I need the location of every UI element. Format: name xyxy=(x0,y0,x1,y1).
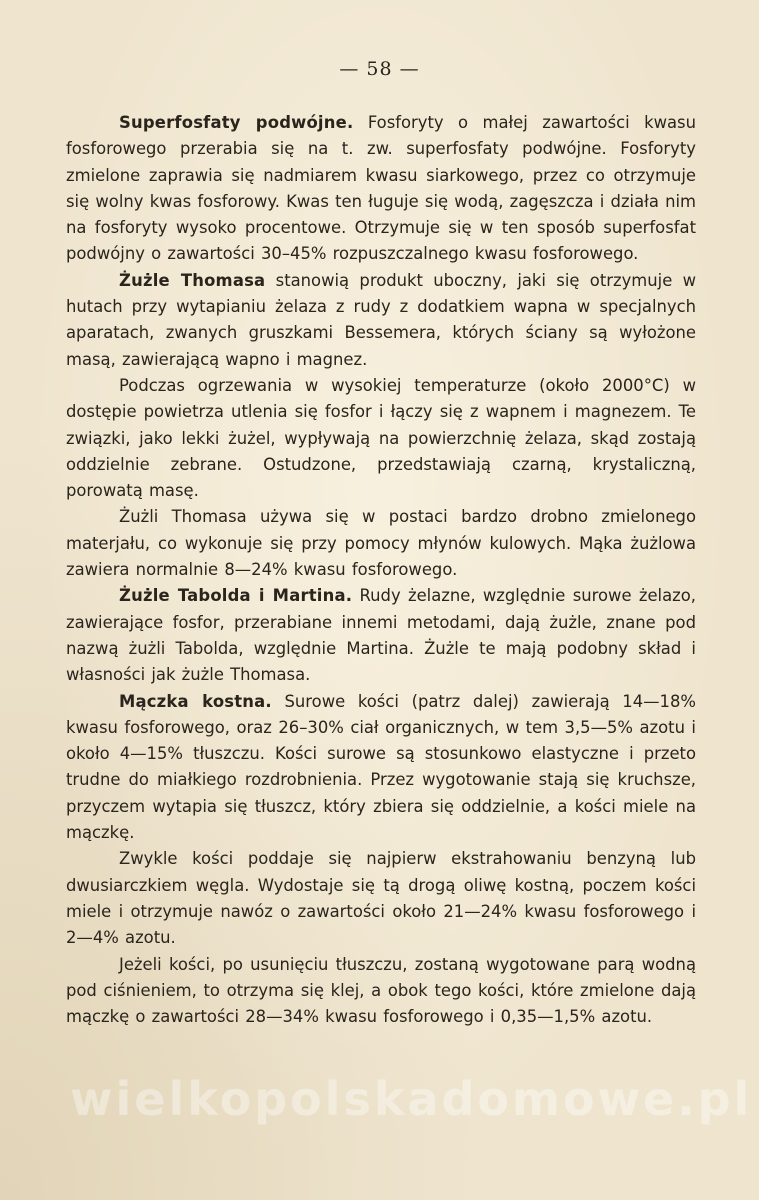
paragraph-klej xyxy=(66,952,696,1031)
paragraph-text: Zwykle kości poddaje się najpierw ekstrahowaniu benzyną lub dwusiarczkiem węgla. Wydostaje się tą drogą oliwę kostną, poczem kości miele i otrzymuje nawóz o zawartości około 21—24% kwasu fosforowego i 2—4% azotu. xyxy=(66,849,696,948)
paragraph-text: Podczas ogrzewania w wysokiej temperaturze (około 2000°C) w dostępie powietrza utlenia się fosfor i łączy się z wapnem i magnezem. Te związki, jako lekki żużel, wypływają na powierzchnię żelaza, skąd zostają oddzielnie zebrane. Ostudzone, przedstawiają czarną, krystaliczną, porowatą masę. xyxy=(66,375,696,501)
paragraph-text: Surowe kości (patrz dalej) zawierają 14—18% kwasu fosforowego, oraz 26–30% ciał organicznych, w tem 3,5—5% azotu i około 4—15% tłuszczu. Kości surowe są stosunkowo elastyczne i przeto trudne do miałkiego rozdrobnienia. Przez wygotowanie stają się kruchsze, przyczem wytapia się tłuszcz, który zbiera się oddzielnie, a kości miele na mączkę. xyxy=(66,691,696,843)
watermark: wielkopolskadomowe.pl xyxy=(70,1072,753,1126)
page-number: — 58 — xyxy=(339,58,420,80)
paragraph-text: Fosforyty o małej zawartości kwasu fosforowego przerabia się na t. zw. superfosfaty podwójne. Fosforyty zmielone zaprawia się nadmiarem kwasu siarkowego, przez co otrzymuje się wolny kwas fosforowy. Kwas ten ługuje się wodą, zagęszcza i działa nim na fosforyty wysoko procentowe. Otrzymuje się w ten sposób superfosfat podwójny o zawartości 30–45% rozpuszczalnego kwasu fosforowego. xyxy=(66,113,696,264)
paragraph-text: stanowią produkt uboczny, jaki się otrzymuje w hutach przy wytapianiu żelaza z rudy z dodatkiem wapna w specjalnych aparatach, zwanych gruszkami Bessemera, których ściany są wyłożone masą, zawierającą wapno i magnez. xyxy=(66,270,697,369)
section-heading: Żużle Tabolda i Martina. xyxy=(119,586,353,606)
section-heading: Żużle Thomasa xyxy=(119,270,266,290)
section-heading: Superfosfaty podwójne. xyxy=(119,113,354,132)
paragraph-superfosfaty xyxy=(66,110,696,268)
paragraph-tabolda-martina xyxy=(66,583,696,688)
paragraph-zuzle-thomasa xyxy=(66,268,696,373)
paragraph-text: Żużli Thomasa używa się w postaci bardzo drobno zmielonego materjału, co wykonuje się przy pomocy młynów kulowych. Mąka żużlowa zawiera normalnie 8—24% kwasu fosforowego. xyxy=(66,507,696,580)
section-heading: Mączka kostna. xyxy=(119,691,272,711)
paragraph-zuzli-thomasa xyxy=(66,504,696,583)
page-body xyxy=(66,110,696,1030)
paragraph-ekstrahowanie xyxy=(66,846,696,951)
paragraph-maczka-kostna xyxy=(66,689,696,847)
paragraph-ogrzewanie xyxy=(66,373,696,504)
paragraph-text: Rudy żelazne, względnie surowe żelazo, zawierające fosfor, przerabiane innemi metodami, dają żużle, znane pod nazwą żużli Tabolda, względnie Martina. Żużle te mają podobny skład i własności jak żużle Thomasa. xyxy=(66,586,696,685)
paragraph-text: Jeżeli kości, po usunięciu tłuszczu, zostaną wygotowane parą wodną pod ciśnieniem, to otrzyma się klej, a obok tego kości, które zmielone dają mączkę o zawartości 28—34% kwasu fosforowego i 0,35—1,5% azotu. xyxy=(66,954,696,1027)
